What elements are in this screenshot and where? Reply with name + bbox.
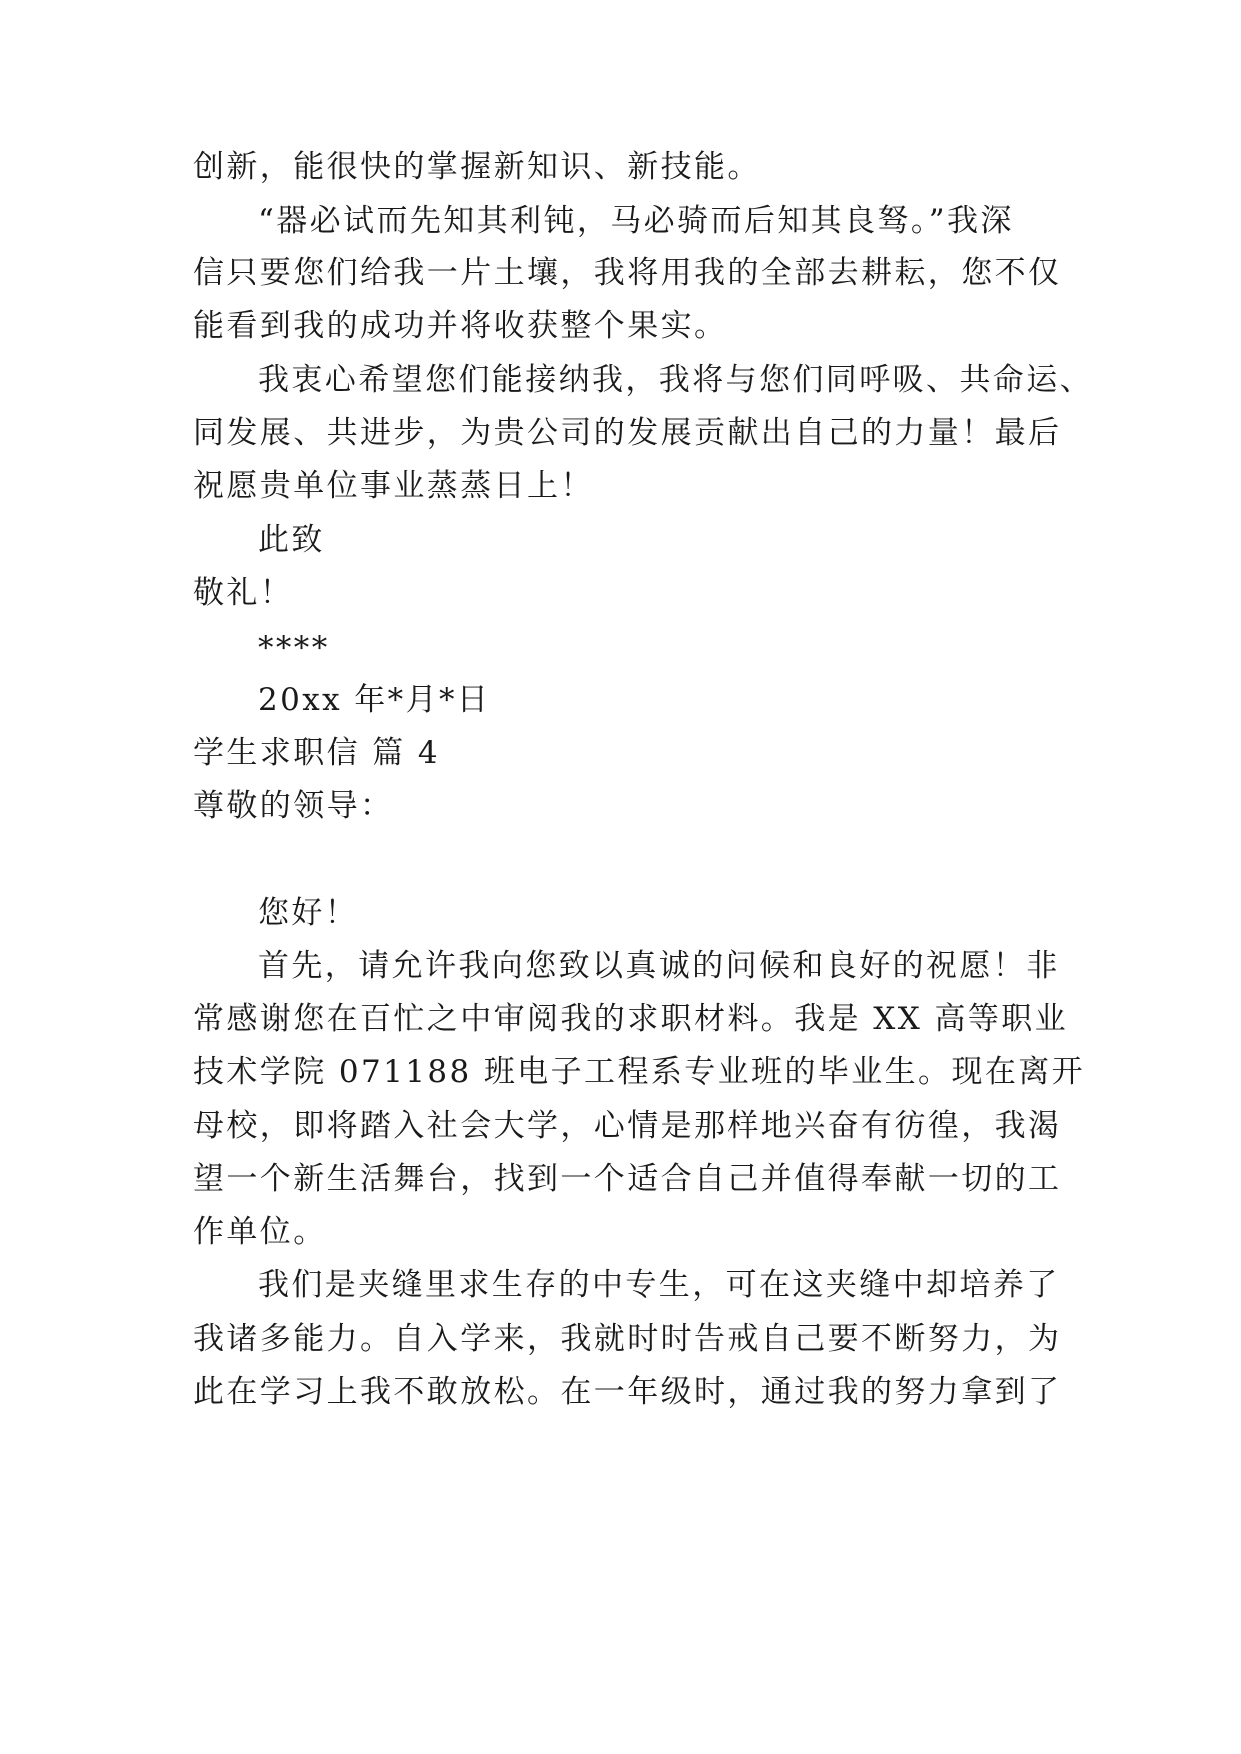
- paragraph-line: 母校，即将踏入社会大学，心情是那样地兴奋有彷徨，我渴: [193, 1108, 1062, 1144]
- paragraph-line: 望一个新生活舞台，找到一个适合自己并值得奉献一切的工: [193, 1161, 1062, 1197]
- paragraph-line: 我衷心希望您们能接纳我，我将与您们同呼吸、共命运、: [258, 362, 1093, 398]
- paragraph-line: 技术学院 071188 班电子工程系专业班的毕业生。现在离开: [193, 1054, 1086, 1090]
- closing-salutation: 此致: [258, 522, 325, 558]
- paragraph-line: 信只要您们给我一片土壤，我将用我的全部去耕耘，您不仅: [193, 255, 1062, 291]
- section-heading: 学生求职信 篇 4: [193, 735, 441, 771]
- paragraph-line: “器必试而先知其利钝，马必骑而后知其良驽。”我深: [258, 203, 1014, 239]
- paragraph-line: 我诸多能力。自入学来，我就时时告戒自己要不断努力，为: [193, 1321, 1062, 1357]
- paragraph-line: 作单位。: [193, 1214, 327, 1250]
- paragraph-line: 祝愿贵单位事业蒸蒸日上！: [193, 468, 594, 504]
- signature-date: 20xx 年*月*日: [258, 682, 491, 718]
- signature-name: ****: [258, 630, 330, 666]
- paragraph-line: 创新，能很快的掌握新知识、新技能。: [193, 149, 761, 185]
- paragraph-line: 能看到我的成功并将收获整个果实。: [193, 308, 728, 344]
- closing-regards: 敬礼！: [193, 575, 294, 611]
- greeting: 您好！: [258, 895, 359, 931]
- paragraph-line: 首先，请允许我向您致以真诚的问候和良好的祝愿！非: [258, 948, 1060, 984]
- paragraph-line: 我们是夹缝里求生存的中专生，可在这夹缝中却培养了: [258, 1267, 1060, 1303]
- letter-salutation: 尊敬的领导：: [193, 788, 394, 824]
- paragraph-line: 同发展、共进步，为贵公司的发展贡献出自己的力量！最后: [193, 415, 1062, 451]
- paragraph-line: 此在学习上我不敢放松。在一年级时，通过我的努力拿到了: [193, 1374, 1062, 1410]
- paragraph-line: 常感谢您在百忙之中审阅我的求职材料。我是 XX 高等职业: [193, 1001, 1069, 1037]
